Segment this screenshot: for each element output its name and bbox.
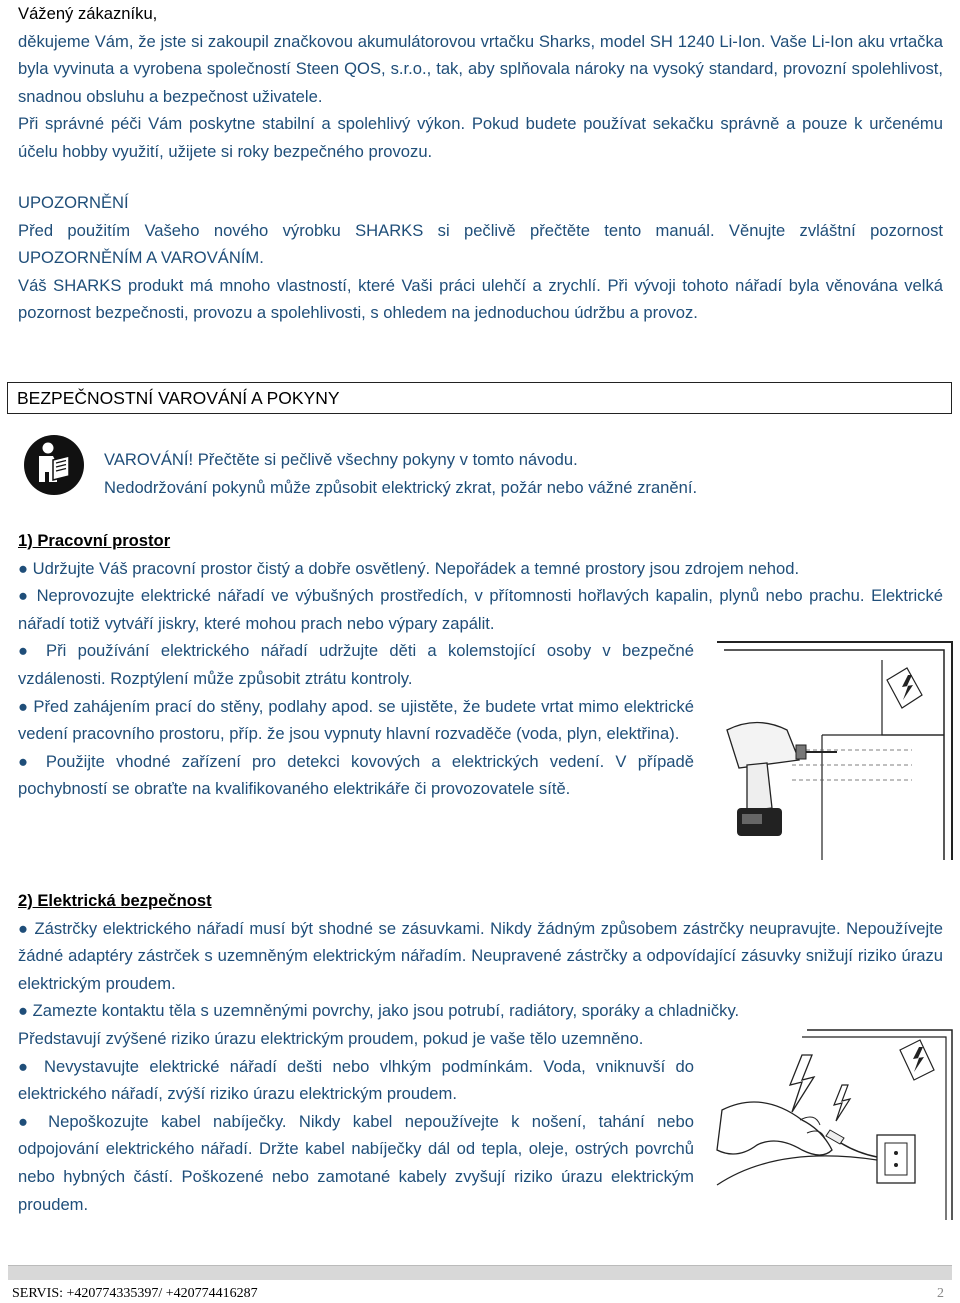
intro-paragraph [18,28,943,111]
intro-paragraph-2 [18,110,943,165]
electrical-bullet-2a: ● Zamezte kontaktu těla s uzemněnými povrchy, jako jsou potrubí, radiátory, sporáky a chladničky. [18,1001,740,1021]
read-manual-icon [23,434,85,496]
intro-block [18,0,943,166]
work-area-bullet-4: ● Před zahájením prací do stěny, podlahy apod. se ujistěte, že budete vrtat mimo elektrické vedení pracovního prostoru, příp. že jsou vypnuty hlavní rozvaděče (voda, plyn, elektřina). [18,696,694,744]
intro-para-b: Při správné péči Vám poskytne stabilní a spolehlivý výkon. [18,114,466,134]
notice-line-2: Váš SHARKS produkt má mnoho vlastností, které Vaši práci ulehčí a zrychlí. Při vývoji tohoto nářadí byla věnována velká pozornost bezpečnosti, provozu a spolehlivosti, s ohledem na jednoduchou údržbu a provoz. [18,275,943,323]
intro-para-c: Pokud budete používat sekačku správně a pouze k určenému účelu hobby využití, užijete si roky bezpečného provozu. [18,114,943,161]
electrical-heading: 2) Elektrická bezpečnost [18,891,212,910]
notice-heading: UPOZORNĚNÍ [18,193,129,212]
hand-socket-illustration [712,1025,957,1225]
notice-block [18,189,943,327]
page-number: 2 [937,1286,944,1301]
electrical-bullet-2b: Představují zvýšené riziko úrazu elektrickým proudem, pokud je vaše tělo uzemněno. [18,1028,644,1048]
warning-line-1: VAROVÁNÍ! Přečtěte si pečlivě všechny pokyny v tomto návodu. [104,450,578,469]
work-area-bullet-5: ● Použijte vhodné zařízení pro detekci kovových a elektrických vedení. V případě pochybností se obraťte na kvalifikovaného elektrikáře či provozovatele sítě. [18,751,694,799]
greeting: Vážený zákazníku, [18,4,158,23]
work-area-bullet-2: ● Neprovozujte elektrické nářadí ve výbušných prostředích, v přítomnosti hořlavých kapalin, plynů nebo prachu. Elektrické nářadí totiž vytváří jiskry, které mohou prach nebo výpary zapálit. [18,586,943,633]
work-area-bullet-3: ● Při používání elektrického nářadí udržujte děti a kolemstojící osoby v bezpečné vzdálenosti. Rozptýlení může způsobit ztrátu kontroly. [18,641,694,688]
work-area-bullet-1: ● Udržujte Váš pracovní prostor čistý a dobře osvětlený. Nepořádek a temné prostory jsou zdrojem nehod. [18,558,800,578]
electrical-bullet-4: ● Nepoškozujte kabel nabíječky. Nikdy kabel nepoužívejte k nošení, tahání nebo odpojování elektrického nářadí. Držte kabel nabíječky dál od tepla, oleje, ostrých povrchů nebo hybných částí. Poškozené nebo zamotané kabely zvyšují riziko úrazu elektrickým proudem. [18,1111,694,1214]
warning-text [104,446,697,501]
electrical-bullet-3: ● Nevystavujte elektrické nářadí dešti nebo vlhkým podmínkám. Voda, vniknuvší do elektrického nářadí, zvýší riziko úrazu elektrickým proudem. [18,1056,694,1104]
drill-wall-illustration [712,640,957,862]
safety-section-header [7,382,952,414]
work-area-heading: 1) Pracovní prostor [18,531,171,550]
section-title: BEZPEČNOSTNÍ VAROVÁNÍ A POKYNY [17,388,340,408]
notice-line-1: Před použitím Vašeho nového výrobku SHARKS si pečlivě přečtěte tento manuál. Věnujte zvláštní pozornost UPOZORNĚNÍM A VAROVÁNÍM. [18,220,943,268]
intro-para-a: děkujeme Vám, že jste si zakoupil značkovou akumulátorovou vrtačku Sharks, model SH 1240 Li-Ion. Vaše Li-Ion aku vrtačka byla vyvinuta a vyrobena společností Steen QOS, s.r.o., tak, aby splňovala nároky na vysoký standard, provozní spolehlivost, snadnou obsluhu a bezpečnost uživatele. [18,31,943,106]
service-contact: SERVIS: +420774335397/ +420774416287 [12,1286,258,1301]
electrical-bullet-1: ● Zástrčky elektrického nářadí musí být shodné se zásuvkami. Nikdy žádným způsobem zástrčky neupravujte. Nepoužívejte žádné adaptéry zástrček s uzemněným elektrickým nářadím. Neupravené zástrčky a odpovídající zásuvky snižují riziko úrazu elektrickým proudem. [18,918,943,993]
footer-divider [8,1265,952,1280]
warning-line-2: Nedodržování pokynů může způsobit elektrický zkrat, požár nebo vážné zranění. [104,477,698,497]
